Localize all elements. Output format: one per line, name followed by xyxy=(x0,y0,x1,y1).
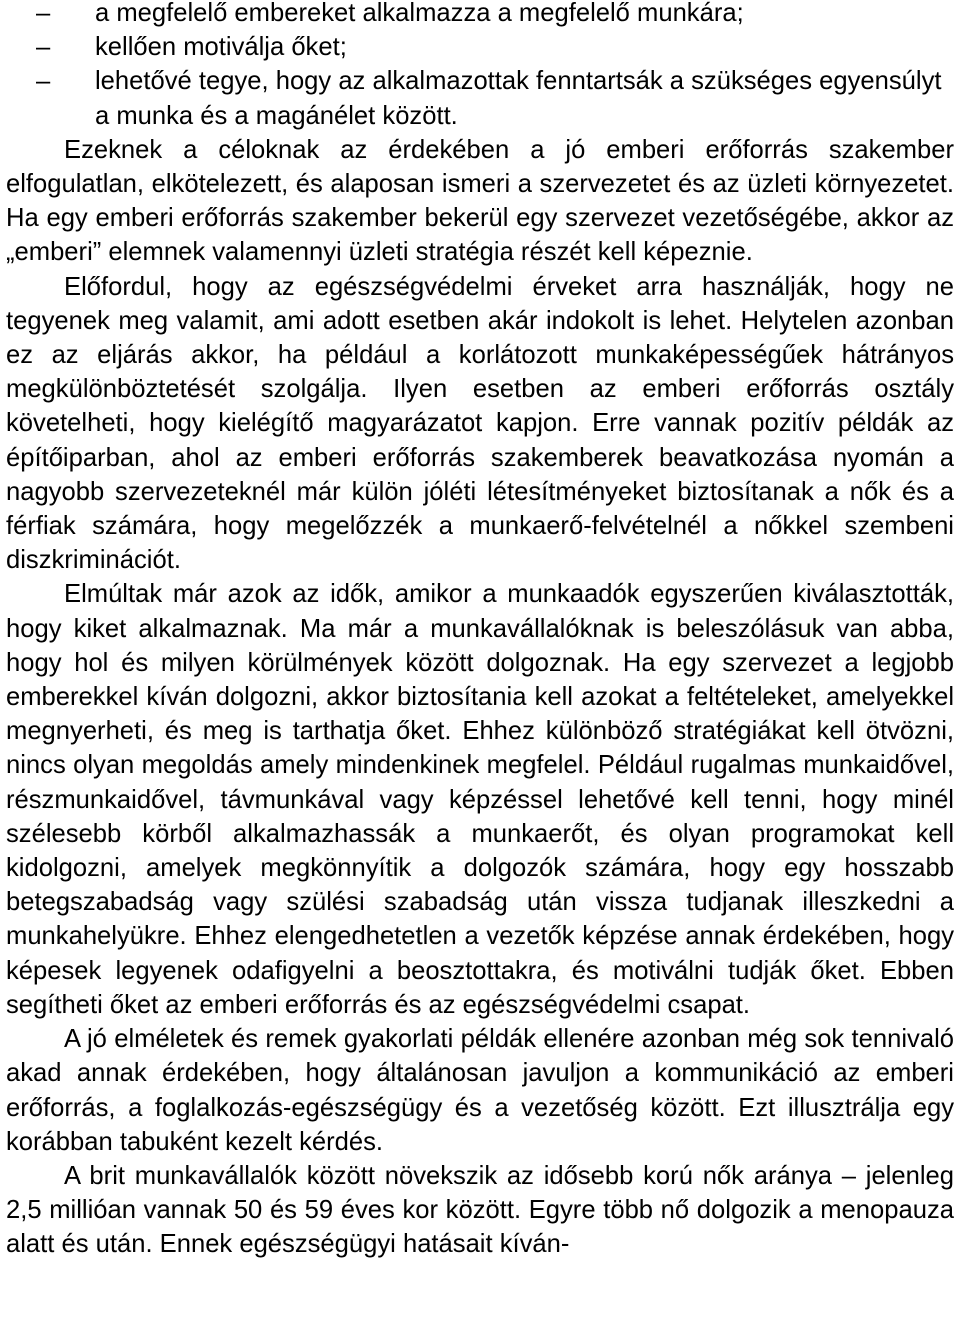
paragraph: A jó elméletek és remek gyakorlati példák ellenére azonban még sok tennivaló akad annak érdekében, hogy általánosan javuljon a kommunikáció az emberi erőforrás, a foglalkozás-egészségügy és a vezetőség között. Ezt illusztrálja egy korábban tabuként kezelt kérdés. xyxy=(6,1025,954,1156)
document-page xyxy=(6,0,954,1262)
bullet-dash: – xyxy=(36,33,51,62)
paragraph: Előfordul, hogy az egészségvédelmi érveket arra használják, hogy ne tegyenek meg valamit, ami adott esetben akár indokolt is lehet. Helytelen azonban ez az eljárás akkor, ha például a korlátozott munkaképességűek hátrányos megkülönböztetését szolgálja. Ilyen esetben az emberi erőforrás osztály követelheti, hogy kielégítő magyarázatot kapjon. Erre vannak pozitív példák az építőiparban, ahol az emberi erőforrás szakemberek beavatkozása nyomán a nagyobb szervezeteknél már külön jóléti létesítményeket biztosítanak a nők és a férfiak számára, hogy megelőzzék a munkaerő-felvételnél a nőkkel szembeni diszkriminációt. xyxy=(6,272,954,575)
bullet-dash: – xyxy=(36,67,51,96)
paragraph: Ezeknek a céloknak az érdekében a jó emberi erőforrás szakember elfogulatlan, elkötelezett, és alaposan ismeri a szervezetet és az üzleti környezetet. Ha egy emberi erőforrás szakember bekerül egy szervezet vezetőségébe, akkor az „emberi” elemnek valamennyi üzleti stratégia részét kell képeznie. xyxy=(6,135,954,267)
list-item xyxy=(6,0,954,30)
bullet-text: a megfelelő embereket alkalmazza a megfelelő munkára; xyxy=(95,0,744,27)
list-item xyxy=(6,30,954,64)
bullet-text: lehetővé tegye, hogy az alkalmazottak fenntartsák a szükséges egyensúlyt a munka és a magánélet között. xyxy=(95,67,942,130)
bullet-dash: – xyxy=(36,0,51,27)
paragraph: Elmúltak már azok az idők, amikor a munkaadók egyszerűen kiválasztották, hogy kiket alkalmaznak. Ma már a munkavállalóknak is beleszólásuk van abba, hogy hol és milyen körülmények között dolgoznak. Ha egy szervezet a legjobb emberekkel kíván dolgozni, akkor biztosítania kell azokat a feltételeket, amelyekkel megnyerheti, és meg is tarthatja őket. Ehhez különböző stratégiákat kell ötvözni, nincs olyan megoldás amely mindenkinek megfelel. Például rugalmas munkaidővel, részmunkaidővel, távmunkával vagy képzéssel lehetővé kell tenni, hogy minél szélesebb körből alkalmazhassák a munkaerőt, és olyan programokat kell kidolgozni, amelyek megkönnyítik a dolgozók számára, hogy egy hosszabb betegszabadság vagy szülési szabadság után vissza tudjanak illeszkedni a munkahelyükre. Ehhez elengedhetetlen a vezetők képzése annak érdekében, hogy képesek legyenek odafigyelni a beosztottakra, és motiválni tudják őket. Ebben segítheti őket az emberi erőforrás és az egészségvédelmi csapat. xyxy=(6,580,954,1019)
body-text xyxy=(6,133,954,1262)
list-item xyxy=(6,64,954,132)
bullet-text: kellően motiválja őket; xyxy=(95,33,347,62)
paragraph: A brit munkavállalók között növekszik az idősebb korú nők aránya – jelenleg 2,5 millióan vannak 50 és 59 éves kor között. Egyre több nő dolgozik a menopauza alatt és után. Ennek egészségügyi hatásait kíván- xyxy=(6,1161,954,1259)
bullet-list xyxy=(6,0,954,133)
